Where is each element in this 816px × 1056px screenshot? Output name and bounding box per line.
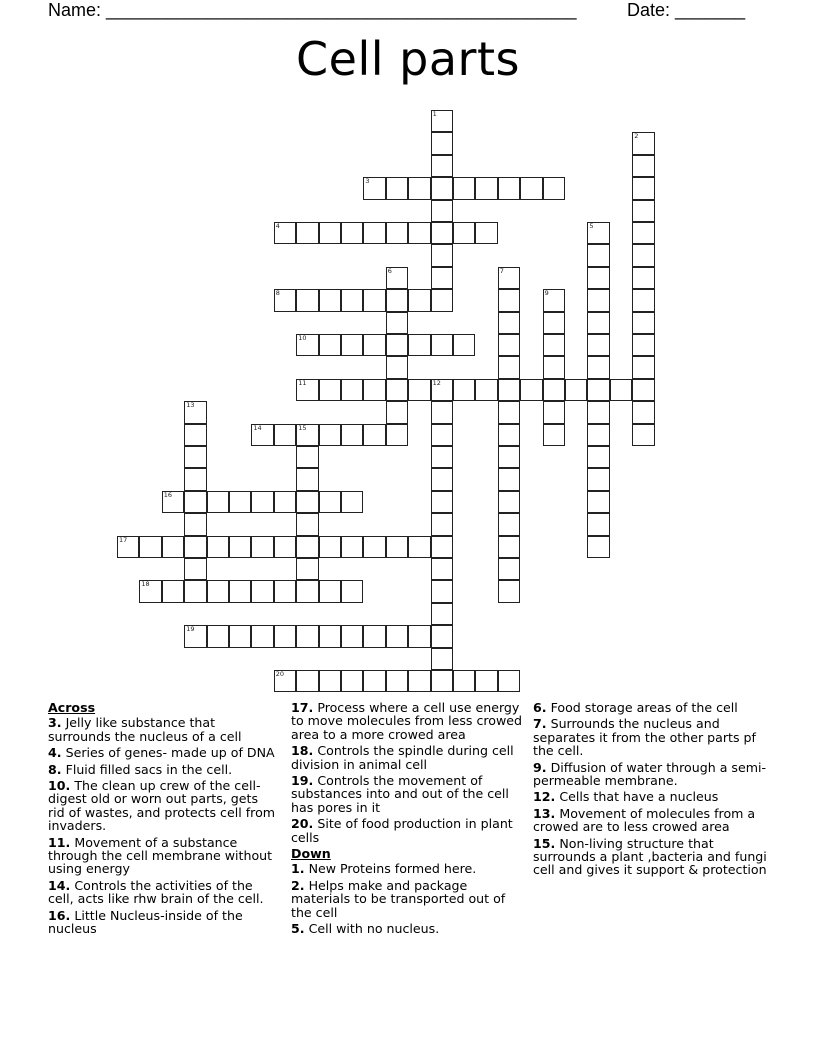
grid-cell[interactable] [453, 379, 475, 401]
grid-cell[interactable] [296, 513, 318, 535]
date-line[interactable]: _______ [675, 0, 746, 20]
clue-number: 2 [634, 132, 639, 141]
grid-cell[interactable] [498, 513, 520, 535]
grid-cell[interactable] [363, 536, 385, 558]
grid-cell[interactable] [229, 625, 251, 647]
grid-cell[interactable] [341, 580, 363, 602]
grid-cell[interactable] [498, 356, 520, 378]
grid-cell[interactable] [229, 491, 251, 513]
grid-cell[interactable] [139, 536, 161, 558]
grid-cell[interactable] [386, 289, 408, 311]
grid-cell[interactable] [251, 536, 273, 558]
grid-cell[interactable] [587, 334, 609, 356]
grid-cell[interactable] [184, 625, 206, 647]
grid-cell[interactable] [431, 401, 453, 423]
clue-down-13: 13. Movement of molecules from a crowed are to less crowed area [533, 805, 756, 835]
grid-cell[interactable] [431, 536, 453, 558]
grid-cell[interactable] [319, 536, 341, 558]
grid-cell[interactable] [431, 289, 453, 311]
grid-cell[interactable] [251, 625, 273, 647]
grid-cell[interactable] [587, 267, 609, 289]
grid-cell[interactable] [319, 491, 341, 513]
grid-cell[interactable] [319, 222, 341, 244]
clue-down-6: 6. Food storage areas of the cell [533, 700, 738, 715]
grid-cell[interactable] [207, 580, 229, 602]
grid-cell[interactable] [587, 289, 609, 311]
grid-cell[interactable] [431, 513, 453, 535]
clue-number: 11 [298, 378, 307, 387]
grid-cell[interactable] [632, 244, 654, 266]
clue-number: 18 [141, 580, 150, 589]
grid-cell[interactable] [431, 603, 453, 625]
grid-cell[interactable] [386, 379, 408, 401]
grid-cell[interactable] [520, 379, 542, 401]
grid-cell[interactable] [229, 580, 251, 602]
grid-cell[interactable] [632, 177, 654, 199]
grid-cell[interactable] [341, 625, 363, 647]
grid-cell[interactable] [453, 177, 475, 199]
clue-number: 1 [432, 110, 437, 118]
clue-number: 12 [432, 378, 441, 387]
clue-down-12: 12. Cells that have a nucleus [533, 789, 719, 805]
grid-cell[interactable] [498, 446, 520, 468]
grid-cell[interactable] [453, 670, 475, 692]
grid-cell[interactable] [274, 424, 296, 446]
grid-cell[interactable] [207, 536, 229, 558]
clue-across-19: 19. Controls the movement of substances into and out of the cell has pores in it [291, 773, 509, 815]
grid-cell[interactable] [543, 401, 565, 423]
grid-cell[interactable] [386, 334, 408, 356]
clue-down-7: 7. Surrounds the nucleus and separates it from the other parts pf the cell. [533, 716, 756, 759]
grid-cell[interactable] [229, 536, 251, 558]
clue-number: 15 [298, 423, 307, 432]
grid-cell[interactable] [565, 379, 587, 401]
grid-cell[interactable] [184, 558, 206, 580]
grid-cell[interactable] [274, 625, 296, 647]
grid-cell[interactable] [184, 401, 206, 423]
grid-cell[interactable] [296, 222, 318, 244]
grid-cell[interactable] [543, 356, 565, 378]
grid-cell[interactable] [453, 334, 475, 356]
grid-cell[interactable] [363, 177, 385, 199]
grid-cell[interactable] [431, 155, 453, 177]
grid-cell[interactable] [431, 110, 453, 132]
grid-cell[interactable] [431, 558, 453, 580]
grid-cell[interactable] [543, 177, 565, 199]
clue-across-4: 4. Series of genes- made up of DNA [48, 745, 275, 761]
grid-cell[interactable] [498, 468, 520, 490]
grid-cell[interactable] [498, 670, 520, 692]
grid-cell[interactable] [162, 580, 184, 602]
grid-cell[interactable] [498, 379, 520, 401]
clue-number: 19 [186, 625, 195, 634]
grid-cell[interactable] [274, 536, 296, 558]
grid-cell[interactable] [184, 446, 206, 468]
grid-cell[interactable] [386, 424, 408, 446]
page-title: Cell parts [296, 32, 520, 86]
grid-cell[interactable] [408, 334, 430, 356]
grid-cell[interactable] [431, 379, 453, 401]
grid-cell[interactable] [632, 312, 654, 334]
grid-cell[interactable] [319, 670, 341, 692]
grid-cell[interactable] [632, 289, 654, 311]
clue-number: 5 [589, 222, 594, 230]
grid-cell[interactable] [386, 401, 408, 423]
grid-cell[interactable] [498, 289, 520, 311]
grid-cell[interactable] [207, 491, 229, 513]
grid-cell[interactable] [184, 468, 206, 490]
grid-cell[interactable] [341, 334, 363, 356]
grid-cell[interactable] [587, 468, 609, 490]
grid-cell[interactable] [386, 625, 408, 647]
grid-cell[interactable] [431, 580, 453, 602]
grid-cell[interactable] [139, 580, 161, 602]
grid-cell[interactable] [184, 580, 206, 602]
grid-cell[interactable] [431, 177, 453, 199]
clue-across-11: 11. Movement of a substance through the cell membrane without using energy [48, 834, 273, 877]
grid-cell[interactable] [632, 356, 654, 378]
grid-cell[interactable] [408, 625, 430, 647]
grid-cell[interactable] [431, 267, 453, 289]
grid-cell[interactable] [498, 491, 520, 513]
grid-cell[interactable] [587, 536, 609, 558]
clue-down-1: 1. New Proteins formed here. [291, 861, 477, 877]
grid-cell[interactable] [431, 491, 453, 513]
clue-number: 3 [365, 177, 370, 186]
grid-cell[interactable] [296, 625, 318, 647]
grid-cell[interactable] [319, 289, 341, 311]
grid-cell[interactable] [296, 670, 318, 692]
grid-cell[interactable] [319, 379, 341, 401]
clues-column-2 [291, 701, 525, 939]
grid-cell[interactable] [296, 558, 318, 580]
grid-cell[interactable] [475, 177, 497, 199]
grid-cell[interactable] [251, 580, 273, 602]
clue-number: 6 [387, 266, 392, 275]
grid-cell[interactable] [341, 222, 363, 244]
grid-cell[interactable] [363, 334, 385, 356]
grid-cell[interactable] [363, 625, 385, 647]
grid-cell[interactable] [408, 177, 430, 199]
grid-cell[interactable] [408, 222, 430, 244]
clue-across-8: 8. Fluid filled sacs in the cell. [48, 761, 233, 777]
clue-down-15: 15. Non-living structure that surrounds a plant ,bacteria and fungi cell and gives it support & protection [533, 835, 767, 878]
name-label: Name: [48, 0, 102, 20]
grid-cell[interactable] [408, 536, 430, 558]
grid-cell[interactable] [431, 334, 453, 356]
grid-cell[interactable] [431, 200, 453, 222]
grid-cell[interactable] [296, 379, 318, 401]
clue-across-3: 3. Jelly like substance that surrounds the nucleus of a cell [48, 715, 242, 744]
grid-cell[interactable] [296, 334, 318, 356]
grid-cell[interactable] [319, 625, 341, 647]
grid-cell[interactable] [632, 155, 654, 177]
grid-cell[interactable] [319, 334, 341, 356]
grid-cell[interactable] [296, 446, 318, 468]
name-line[interactable]: _______________________________________________ [106, 0, 577, 20]
clue-across-20: 20. Site of food production in plant cells [291, 816, 513, 845]
grid-cell[interactable] [363, 379, 385, 401]
grid-cell[interactable] [184, 513, 206, 535]
grid-cell[interactable] [251, 491, 273, 513]
grid-cell[interactable] [498, 558, 520, 580]
clue-number: 20 [275, 670, 285, 678]
grid-cell[interactable] [386, 670, 408, 692]
grid-cell[interactable] [543, 379, 565, 401]
grid-cell[interactable] [632, 401, 654, 423]
grid-cell[interactable] [587, 312, 609, 334]
clue-across-10: 10. The clean up crew of the cell-digest old or worn out parts, gets rid of wastes, and protects cell from invaders. [48, 778, 276, 834]
grid-cell[interactable] [274, 222, 296, 244]
grid-cell[interactable] [341, 536, 363, 558]
grid-cell[interactable] [431, 648, 453, 670]
grid-cell[interactable] [319, 580, 341, 602]
grid-cell[interactable] [498, 312, 520, 334]
clue-across-16: 16. Little Nucleus-inside of the nucleus [48, 907, 243, 937]
grid-cell[interactable] [363, 222, 385, 244]
grid-cell[interactable] [498, 267, 520, 289]
grid-cell[interactable] [341, 670, 363, 692]
grid-cell[interactable] [498, 536, 520, 558]
grid-cell[interactable] [207, 625, 229, 647]
grid-cell[interactable] [274, 670, 296, 692]
grid-cell[interactable] [632, 379, 654, 401]
grid-cell[interactable] [587, 491, 609, 513]
grid-cell[interactable] [341, 379, 363, 401]
grid-cell[interactable] [296, 468, 318, 490]
grid-cell[interactable] [341, 491, 363, 513]
grid-cell[interactable] [431, 625, 453, 647]
grid-cell[interactable] [431, 446, 453, 468]
grid-cell[interactable] [498, 177, 520, 199]
grid-cell[interactable] [341, 424, 363, 446]
clue-down-9: 9. Diffusion of water through a semi-permeable membrane. [533, 759, 767, 789]
grid-cell[interactable] [543, 334, 565, 356]
grid-cell[interactable] [543, 424, 565, 446]
grid-cell[interactable] [587, 356, 609, 378]
grid-cell[interactable] [386, 356, 408, 378]
grid-cell[interactable] [632, 132, 654, 154]
grid-cell[interactable] [162, 491, 184, 513]
grid-cell[interactable] [431, 132, 453, 154]
down-heading: Down [291, 846, 331, 862]
grid-cell[interactable] [475, 670, 497, 692]
grid-cell[interactable] [274, 580, 296, 602]
grid-cell[interactable] [274, 289, 296, 311]
grid-cell[interactable] [587, 244, 609, 266]
grid-cell[interactable] [632, 267, 654, 289]
grid-cell[interactable] [408, 289, 430, 311]
clue-number: 9 [544, 289, 549, 298]
grid-cell[interactable] [386, 177, 408, 199]
clue-number: 17 [119, 535, 128, 544]
clue-number: 4 [275, 222, 280, 230]
clue-down-2: 2. Helps make and package materials to be transported out of the cell [291, 877, 506, 920]
grid-cell[interactable] [632, 424, 654, 446]
grid-cell[interactable] [162, 536, 184, 558]
clue-number: 14 [253, 423, 262, 432]
clues-column-3 [533, 701, 769, 880]
grid-cell[interactable] [296, 424, 318, 446]
grid-cell[interactable] [498, 401, 520, 423]
clue-number: 8 [275, 289, 280, 298]
grid-cell[interactable] [587, 222, 609, 244]
grid-cell[interactable] [431, 670, 453, 692]
clues-column-1 [48, 701, 276, 939]
grid-cell[interactable] [386, 267, 408, 289]
grid-cell[interactable] [520, 177, 542, 199]
grid-cell[interactable] [386, 312, 408, 334]
grid-cell[interactable] [296, 289, 318, 311]
grid-cell[interactable] [587, 379, 609, 401]
grid-cell[interactable] [431, 424, 453, 446]
grid-cell[interactable] [475, 379, 497, 401]
clue-number: 7 [499, 266, 504, 275]
grid-cell[interactable] [184, 536, 206, 558]
clue-number: 16 [163, 490, 173, 499]
grid-cell[interactable] [498, 424, 520, 446]
clue-across-14: 14. Controls the activities of the cell, acts like rhw brain of the cell. [48, 877, 264, 907]
grid-cell[interactable] [431, 222, 453, 244]
grid-cell[interactable] [543, 289, 565, 311]
grid-cell[interactable] [296, 536, 318, 558]
across-heading: Across [48, 700, 96, 715]
grid-cell[interactable] [610, 379, 632, 401]
grid-cell[interactable] [431, 468, 453, 490]
grid-cell[interactable] [587, 401, 609, 423]
date-label: Date: [627, 0, 671, 20]
grid-cell[interactable] [632, 222, 654, 244]
grid-cell[interactable] [587, 424, 609, 446]
grid-cell[interactable] [632, 200, 654, 222]
grid-cell[interactable] [543, 312, 565, 334]
grid-cell[interactable] [408, 670, 430, 692]
grid-cell[interactable] [498, 580, 520, 602]
grid-cell[interactable] [184, 424, 206, 446]
clue-number: 13 [186, 401, 195, 410]
grid-cell[interactable] [386, 222, 408, 244]
grid-cell[interactable] [251, 424, 273, 446]
clue-across-18: 18. Controls the spindle during cell division in animal cell [291, 743, 514, 772]
grid-cell[interactable] [363, 670, 385, 692]
grid-cell[interactable] [296, 580, 318, 602]
grid-cell[interactable] [587, 446, 609, 468]
grid-cell[interactable] [453, 222, 475, 244]
grid-cell[interactable] [184, 491, 206, 513]
grid-cell[interactable] [296, 491, 318, 513]
grid-cell[interactable] [363, 424, 385, 446]
clue-across-17: 17. Process where a cell use energy to move molecules from less crowed area to a more crowed area [291, 700, 523, 742]
grid-cell[interactable] [386, 536, 408, 558]
grid-cell[interactable] [341, 289, 363, 311]
clue-down-5: 5. Cell with no nucleus. [291, 921, 440, 937]
grid-cell[interactable] [363, 289, 385, 311]
grid-cell[interactable] [408, 379, 430, 401]
grid-cell[interactable] [475, 222, 497, 244]
grid-cell[interactable] [587, 513, 609, 535]
grid-cell[interactable] [319, 424, 341, 446]
grid-cell[interactable] [632, 334, 654, 356]
grid-cell[interactable] [274, 491, 296, 513]
grid-cell[interactable] [117, 536, 139, 558]
grid-cell[interactable] [498, 334, 520, 356]
grid-cell[interactable] [431, 244, 453, 266]
clue-number: 10 [298, 334, 307, 342]
